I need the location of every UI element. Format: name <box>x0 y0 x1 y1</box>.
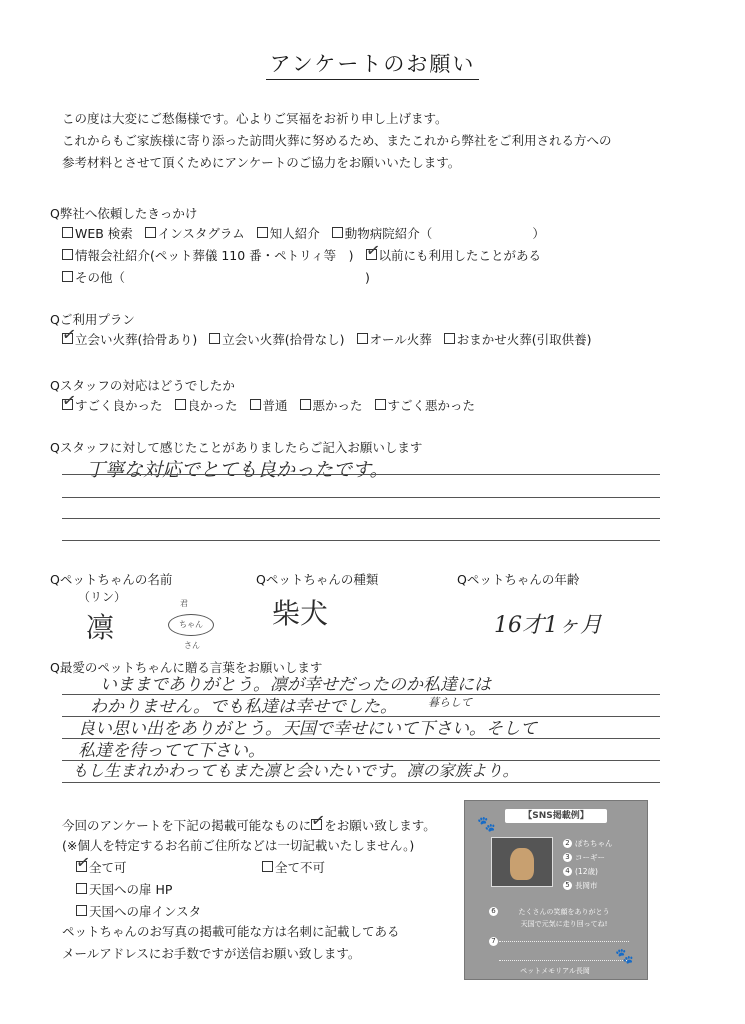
q1-option-vet[interactable]: 動物病院紹介（ ） <box>332 224 545 242</box>
pet-age[interactable]: 16才1ヶ月 <box>494 613 602 638</box>
intro-line: 参考材料とさせて頂くためにアンケートのご協力をお願いいたします。 <box>62 155 461 170</box>
q1-option-friend[interactable]: 知人紹介 <box>257 224 320 242</box>
intro-line: これからもご家族様に寄り添った訪問火葬に努めるため、またこれから弊社をご利用される方への <box>62 133 612 148</box>
check-mark-icon: ✓ <box>60 324 78 346</box>
photo-note: ペットちゃんのお写真の掲載可能な方は名刺に記載してある <box>62 924 400 939</box>
q2-option-attend-bones[interactable]: ✓ 立会い火葬(拾骨あり) <box>60 324 198 347</box>
checkbox[interactable] <box>175 399 186 410</box>
dog-image <box>510 848 534 880</box>
q2-option-all[interactable]: オール火葬 <box>357 330 432 348</box>
q1-row3 <box>62 268 378 286</box>
checkbox[interactable] <box>262 861 273 872</box>
checkbox[interactable] <box>209 333 220 344</box>
sns-message: たくさんの笑顔をありがとう <box>518 908 610 916</box>
checkbox[interactable] <box>257 227 268 238</box>
q1-row2 <box>62 240 549 264</box>
q2-label: Qご利用プラン <box>50 312 135 327</box>
q2-option-omakase[interactable]: おまかせ火葬(引取供養) <box>444 330 592 348</box>
q1-option-info-company[interactable]: 情報会社紹介(ペット葬儀 110 番・ペトリィ等 ) <box>62 246 354 264</box>
q1-option-repeat[interactable]: ✓ 以前にも利用したことがある <box>364 240 542 263</box>
pet-breed-label: Qペットちゃんの種類 <box>256 572 379 587</box>
number-5-icon: 5 <box>563 881 572 890</box>
q1-row1 <box>62 224 553 242</box>
message-line[interactable]: 私達を待ってて下さい。 <box>78 741 265 761</box>
consent-option-all-ng[interactable]: 全て不可 <box>262 858 325 876</box>
checkbox[interactable] <box>444 333 455 344</box>
message-line[interactable]: もし生まれかわってもまた凛と会いたいです。凛の家族より。 <box>72 761 519 780</box>
intro-line: この度は大変にご愁傷様です。心よりご冥福をお祈り申し上げます。 <box>62 111 448 126</box>
checkbox[interactable] <box>332 227 343 238</box>
sns-example-card <box>464 800 648 980</box>
q3-option-bad[interactable]: 悪かった <box>300 396 363 414</box>
pet-name-ruby: （リン） <box>78 590 127 604</box>
q4-answer[interactable]: 丁寧な対応でとても良かったです。 <box>86 459 389 481</box>
number-4-icon: 4 <box>563 867 572 876</box>
q2-option-attend-nobones[interactable]: 立会い火葬(拾骨なし) <box>209 330 344 348</box>
checkbox[interactable] <box>364 240 382 262</box>
message-line[interactable]: わかりません。でも私達は幸せでした。 <box>90 697 398 717</box>
checkbox[interactable] <box>357 333 368 344</box>
checkbox[interactable] <box>145 227 156 238</box>
q1-label: Q弊社へ依頼したきっかけ <box>50 206 198 221</box>
intro-text <box>62 108 612 174</box>
pet-name[interactable]: 凛 <box>86 611 115 644</box>
sns-message: 天国で元気に走り回ってね! <box>520 920 608 928</box>
pet-name-label: Qペットちゃんの名前 <box>50 572 173 587</box>
consent-option-all-ok[interactable]: ✓ 全て可 <box>74 852 127 875</box>
q3-option-very-good[interactable]: ✓ すごく良かった <box>60 390 163 413</box>
sns-title: 【SNS掲載例】 <box>505 809 607 823</box>
sns-field: コーギー <box>575 853 605 862</box>
sns-field: (12歳) <box>575 867 598 876</box>
pet-age-label: Qペットちゃんの年齢 <box>457 572 580 587</box>
checkbox[interactable] <box>375 399 386 410</box>
checkbox[interactable] <box>76 883 87 894</box>
honorific-san: さん <box>184 641 200 650</box>
answer-line <box>62 540 660 541</box>
q3-options <box>60 390 483 414</box>
checkbox[interactable] <box>250 399 261 410</box>
check-mark-icon: ✓ <box>309 810 327 832</box>
q1-option-instagram[interactable]: インスタグラム <box>145 224 245 242</box>
message-insert[interactable]: 暮らして <box>428 696 472 709</box>
pet-breed[interactable]: 柴犬 <box>272 597 329 630</box>
number-7-icon: 7 <box>489 937 498 946</box>
email-note: メールアドレスにお手数ですが送信お願い致します。 <box>62 946 361 961</box>
sns-field: 長岡市 <box>575 881 598 890</box>
message-line[interactable]: いままでありがとう。凛が幸せだったのか私達には <box>100 675 491 695</box>
answer-line <box>62 518 660 519</box>
q5-label: Q最愛のペットちゃんに贈る言葉をお願いします <box>50 660 323 675</box>
checkbox[interactable] <box>60 390 78 412</box>
checkbox[interactable] <box>300 399 311 410</box>
checkbox[interactable] <box>74 852 92 874</box>
q2-options <box>60 324 600 348</box>
q1-option-web[interactable]: WEB 検索 <box>62 224 133 242</box>
number-6-icon: 6 <box>489 907 498 916</box>
honorific-kun: 君 <box>180 599 188 608</box>
answer-line <box>62 497 660 498</box>
page-title: アンケートのお願い <box>0 48 745 78</box>
answer-line <box>62 782 660 783</box>
paw-icon: 🐾 <box>477 815 496 833</box>
consent-option-insta[interactable]: 天国への扉インスタ <box>76 902 201 920</box>
message-line[interactable]: 良い思い出をありがとう。天国で幸せにいて下さい。そして <box>78 719 537 739</box>
q3-option-very-bad[interactable]: すごく悪かった <box>375 396 476 414</box>
sns-dog-photo <box>491 837 553 887</box>
check-mark-icon: ✓ <box>364 240 382 262</box>
paw-icon: 🐾 <box>615 947 634 965</box>
checkbox[interactable] <box>60 324 78 346</box>
checkbox[interactable] <box>62 249 73 260</box>
q3-label: Qスタッフの対応はどうでしたか <box>50 378 235 393</box>
consent-note: (※個人を特定するお名前ご住所などは一切記載いたしません。) <box>62 838 415 853</box>
checkbox-sample <box>309 810 327 832</box>
q3-option-normal[interactable]: 普通 <box>250 396 288 414</box>
checkbox[interactable] <box>76 905 87 916</box>
consent-option-hp[interactable]: 天国への扉 HP <box>76 880 172 898</box>
check-mark-icon: ✓ <box>74 852 92 874</box>
q1-option-other[interactable]: その他（ ) <box>62 268 370 286</box>
q4-label: Qスタッフに対して感じたことがありましたらご記入お願いします <box>50 440 423 455</box>
sns-field: ぽちちゃん <box>575 839 613 848</box>
sns-body-text <box>499 941 629 961</box>
number-3-icon: 3 <box>563 853 572 862</box>
checkbox[interactable] <box>62 271 73 282</box>
check-mark-icon: ✓ <box>60 390 78 412</box>
sns-footer: ペットメモリアル長岡 <box>520 967 590 975</box>
answer-line <box>62 474 660 475</box>
number-2-icon: 2 <box>563 839 572 848</box>
q3-option-good[interactable]: 良かった <box>175 396 238 414</box>
honorific-chan: ちゃん <box>168 614 214 636</box>
consent-line: 今回のアンケートを下記の掲載可能なものに ✓ をお願い致します。 <box>62 810 436 833</box>
checkbox[interactable] <box>62 227 73 238</box>
